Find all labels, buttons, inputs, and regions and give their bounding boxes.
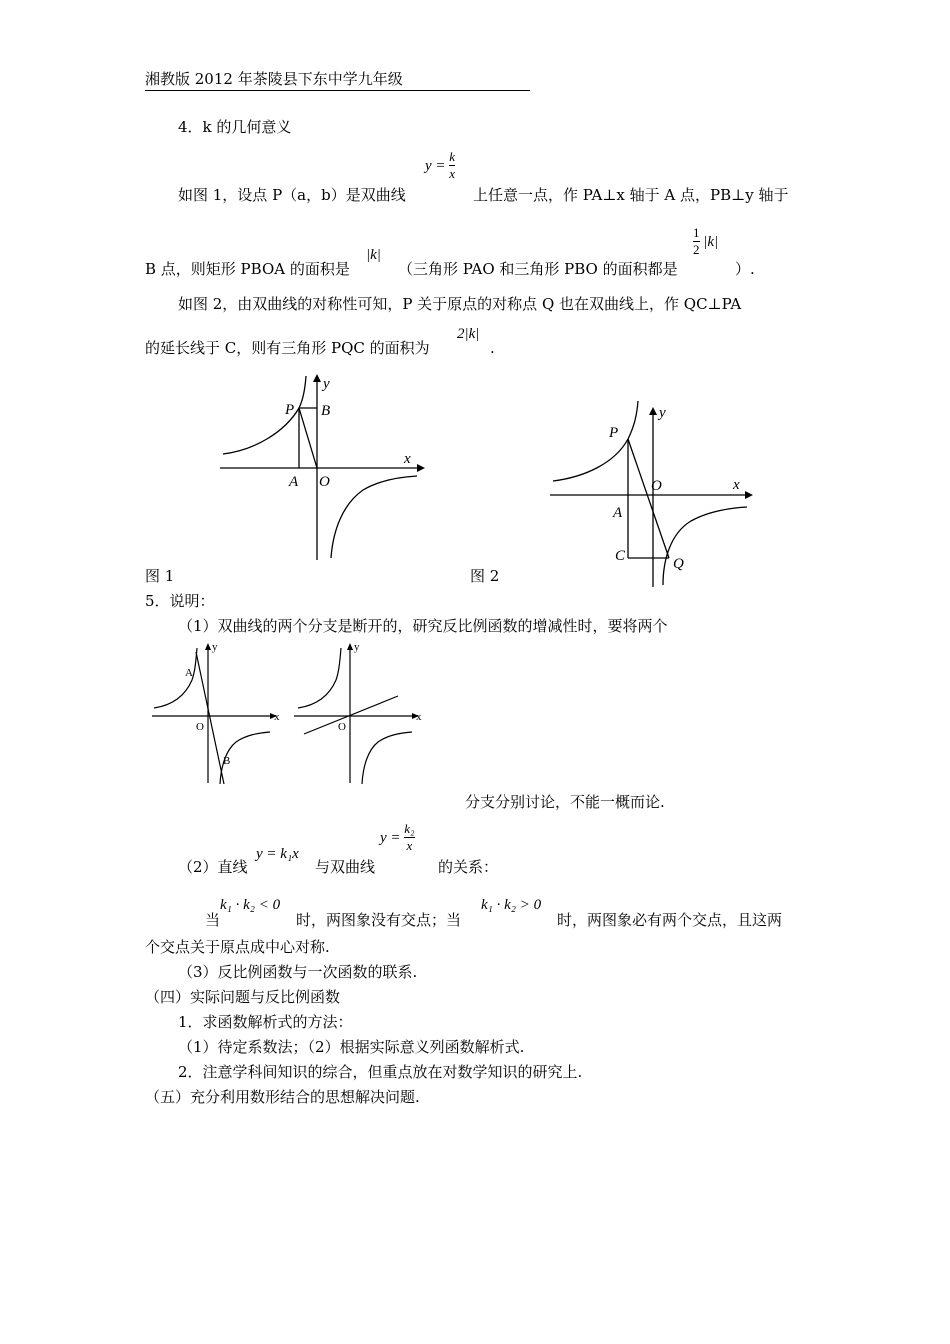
section-5-item-2b: 与双曲线 <box>315 858 376 876</box>
condition-part-3: 时，两图象必有两个交点，且这两 <box>557 911 783 929</box>
fig4-hyperbola-lower <box>362 732 412 784</box>
fig2-label-C: C <box>615 548 626 564</box>
half-num: 1 <box>693 225 700 240</box>
fig1-label-A: A <box>289 474 299 490</box>
figure-1-diagram <box>215 370 425 565</box>
fig4-label-x: x <box>416 711 422 723</box>
fig1-segment-PO <box>299 408 317 468</box>
abs-k: |k| <box>366 247 381 263</box>
fig3-label-A: A <box>185 667 193 679</box>
header-underline <box>145 90 530 91</box>
condition-positive: k₁ · k₂ > 0 <box>481 897 542 913</box>
fig2-segment-PQ <box>628 439 669 558</box>
formula-den: x <box>449 166 456 182</box>
formula-lhs: y = <box>425 157 446 174</box>
section-5-title: 5．说明： <box>145 592 215 610</box>
figure-4-diagram <box>290 638 430 788</box>
section-4-para-1a: 如图 1，设点 P（a，b）是双曲线 <box>178 186 406 204</box>
fig2-label-y: y <box>659 405 666 421</box>
section-4-para-2b: （三角形 PAO 和三角形 PBO 的面积都是 <box>398 260 678 278</box>
page-header: 湘教版 2012 年茶陵县下东中学九年级 <box>145 70 403 88</box>
fig1-label-y: y <box>323 376 330 392</box>
condition-part-1: 当 <box>205 911 221 929</box>
half-rest: |k| <box>703 233 719 250</box>
section-4-para-1b: 上任意一点，作 PA⊥x 轴于 A 点，PB⊥y 轴于 <box>473 186 789 204</box>
fig2-y-arrow <box>649 407 657 415</box>
fig1-label-x: x <box>404 451 411 467</box>
fig1-x-arrow <box>417 464 425 472</box>
condition-cont: 个交点关于原点成中心对称. <box>145 938 330 956</box>
two-abs-k: 2|k| <box>457 326 480 342</box>
section-4-title: 4．k 的几何意义 <box>178 118 292 136</box>
hyp-fraction <box>404 822 414 854</box>
part-5-title: （五）充分利用数形结合的思想解决问题. <box>145 1088 420 1106</box>
fig1-label-B: B <box>321 403 331 419</box>
section-5-item-3: （3）反比例函数与一次函数的联系. <box>178 963 418 981</box>
half-abs-k <box>693 226 718 258</box>
half-den: 2 <box>693 242 700 258</box>
hyp-den: x <box>406 838 413 854</box>
part-4-method-1-detail: （1）待定系数法；（2）根据实际意义列函数解析式. <box>178 1038 525 1056</box>
section-4-para-2a: B 点，则矩形 PBOA 的面积是 <box>145 260 350 278</box>
section-5-item-2a: （2）直线 <box>178 858 248 876</box>
fig1-label-P: P <box>285 402 295 418</box>
condition-part-2: 时，两图象没有交点；当 <box>296 911 462 929</box>
fig3-label-O: O <box>196 721 204 733</box>
fig1-hyperbola-lower <box>331 476 417 558</box>
fig4-label-O: O <box>338 721 346 733</box>
figure-3-diagram <box>148 638 288 788</box>
figure-2-diagram <box>545 395 755 590</box>
section-5-item-2c: 的关系： <box>438 858 499 876</box>
fig2-hyperbola-upper <box>553 401 638 481</box>
section-4-para-4a: 的延长线于 C，则有三角形 PQC 的面积为 <box>145 339 430 357</box>
fig3-label-x: x <box>274 711 280 723</box>
fig1-y-arrow <box>313 374 321 382</box>
section-4-para-3: 如图 2，由双曲线的对称性可知，P 关于原点的对称点 Q 也在双曲线上，作 QC⊥PA <box>178 295 742 313</box>
fig2-label-x: x <box>733 477 740 493</box>
part-4-method-1: 1．求函数解析式的方法： <box>178 1013 353 1031</box>
part-4-title: （四）实际问题与反比例函数 <box>145 988 341 1006</box>
fig2-x-arrow <box>745 491 753 499</box>
hyp-lhs: y = <box>380 829 401 846</box>
fig2-label-P: P <box>609 425 619 441</box>
figure-1-caption: 图 1 <box>145 567 175 585</box>
fig1-label-O: O <box>319 474 330 490</box>
fig2-label-A: A <box>613 505 623 521</box>
fig3-label-B: B <box>223 755 231 767</box>
fig4-hyperbola-upper <box>298 648 341 708</box>
fig3-line <box>196 652 224 784</box>
section-5-item-1-cont: 分支分别讨论，不能一概而论. <box>465 793 665 811</box>
condition-negative: k₁ · k₂ < 0 <box>220 897 281 913</box>
formula-fraction <box>449 150 455 182</box>
fig3-label-y: y <box>212 641 218 653</box>
fig4-label-y: y <box>354 641 360 653</box>
section-5-item-1: （1）双曲线的两个分支是断开的，研究反比例函数的增减性时，要将两个 <box>178 617 668 635</box>
formula-num: k <box>449 149 456 164</box>
hyp-num: k₂ <box>404 821 415 836</box>
fig4-y-arrow <box>347 643 353 650</box>
fig2-label-O: O <box>651 478 662 494</box>
fig3-y-arrow <box>205 643 211 650</box>
hyperbola-equation <box>380 822 415 854</box>
fig2-label-Q: Q <box>673 556 684 572</box>
part-4-method-2: 2．注意学科间知识的综合，但重点放在对数学知识的研究上. <box>178 1063 583 1081</box>
formula-y-k-over-x <box>425 150 455 182</box>
figure-2-caption: 图 2 <box>470 567 500 585</box>
section-4-para-4b: . <box>490 339 495 357</box>
fig2-hyperbola-lower <box>663 507 747 585</box>
line-equation: y = k₁x <box>256 846 299 862</box>
half-fraction <box>693 226 700 258</box>
section-4-para-2c: ）. <box>735 260 755 278</box>
